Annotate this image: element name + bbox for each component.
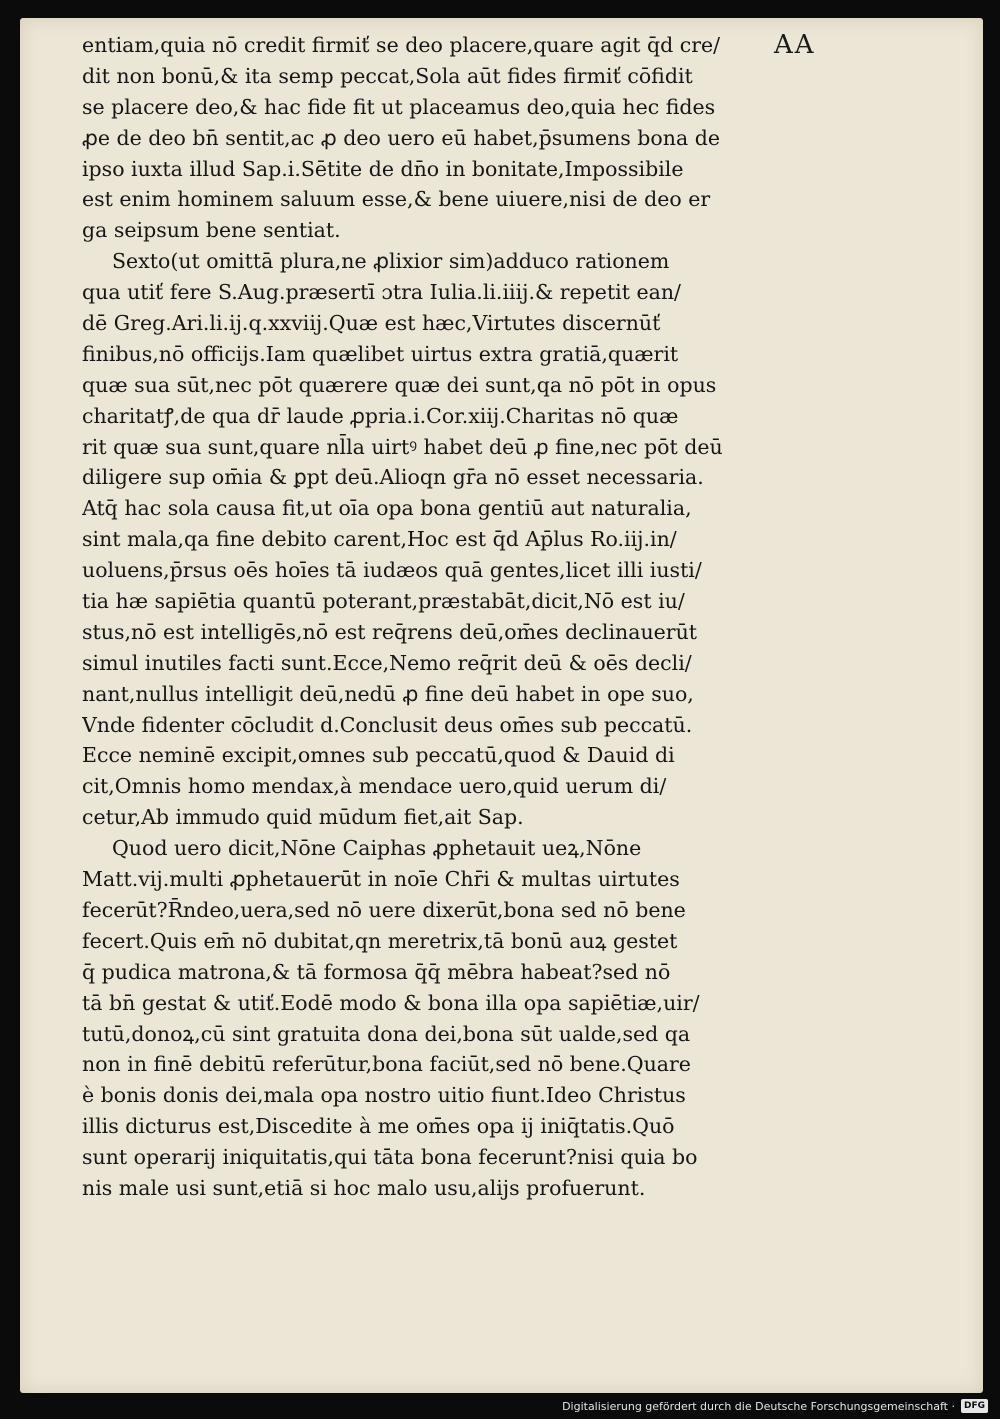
text-line: se placere deo,& hac fide fit ut placeamus deo,quia hec fides [82,94,716,119]
text-line: Vnde fidenter cōcludit d.Conclusit deus om̄es sub peccatū. [82,712,693,737]
folio-mark: AA [774,30,816,60]
text-line: Matt.vij.multi ꝓphetauerūt in noīe Chr̄i & multas uirtutes [82,867,680,892]
book-page [20,18,983,1393]
text-line: nis male usi sunt,etiā si hoc malo usu,alijs profuerunt. [82,1175,646,1200]
text-line: simul inutiles facti sunt.Ecce,Nemo req̄rit deū & oēs decli/ [82,650,692,675]
text-line: ipso iuxta illud Sap.i.Sētite de dn̄o in bonitate,Impossibile [82,156,684,181]
text-line: Atq̄ hac sola causa fit,ut oīa opa bona gentiū aut naturalia, [82,496,692,521]
text-line: tā bn̄ gestat & utiť.Eodē modo & bona illa opa sapiētiæ,uir/ [82,990,700,1015]
text-line: illis dicturus est,Discedite à me om̄es opa ij iniq̄tatis.Quō [82,1114,675,1139]
text-line: q̄ pudica matrona,& tā formosa q̄q̄ mēbra habeat?sed nō [82,959,671,984]
text-line: finibus,nō officijs.Iam quælibet uirtus extra gratiā,quærit [82,341,679,366]
text-line: Ecce neminē excipit,omnes sub peccatū,quod & Dauid di [82,743,675,768]
text-line: nant,nullus intelligit deū,nedū ꝓ fine deū habet in ope suo, [82,681,694,706]
text-line: dē Greg.Ari.li.ij.q.xxviij.Quæ est hæc,Virtutes discernūť [82,311,661,336]
text-line: fecerūt?R̄ndeo,uera,sed nō uere dixerūt,bona sed nō bene [82,897,686,922]
text-line: Quod uero dicit,Nōne Caiphas ꝓphetauit ueꝝ,Nōne [112,836,642,861]
text-line: ꝓe de deo bn̄ sentit,ac ꝓ deo uero eū habet,p̄sumens bona de [82,125,720,150]
text-line: tia hæ sapiētia quantū poterant,præstabāt,dicit,Nō est iu/ [82,589,685,614]
text-line: non in finē debitū referūtur,bona faciūt,sed nō bene.Quare [82,1052,691,1077]
text-line: cit,Omnis homo mendax,à mendace uero,quid uerum di/ [82,774,667,799]
text-line: ga seipsum bene sentiat. [82,218,341,243]
text-line: qua utiť fere S.Aug.præsertī ɔtra Iulia.li.iiij.& repetit ean/ [82,280,681,305]
text-line: Sexto(ut omittā plura,ne ꝓlixior sim)adduco rationem [112,249,670,274]
dfg-logo-icon: DFG [961,1399,988,1413]
text-line: est enim hominem saluum esse,& bene uiuere,nisi de deo er [82,187,711,212]
text-line: entiam,quia nō credit firmiť se deo placere,quare agit q̄d cre/ [82,33,721,57]
text-line: sint mala,qa fine debito carent,Hoc est q̄d Ap̄lus Ro.iij.in/ [82,527,677,552]
text-line: stus,nō est intelligēs,nō est req̄rens deū,om̄es declinauerūt [82,619,698,644]
funding-credit: Digitalisierung gefördert durch die Deutsche Forschungsgemeinschaft · [562,1399,955,1413]
text-line: rit quæ sua sunt,quare nl̄la uirtꝰ habet deū ꝓ fine,nec pōt deū [82,434,723,459]
text-line: dit non bonū,& ita semp peccat,Sola aūt fides firmiť cōfidit [82,63,693,88]
text-line: quæ sua sūt,nec pōt quærere quæ dei sunt,qa nō pōt in opus [82,372,717,397]
footer [562,1396,988,1416]
text-line: è bonis donis dei,mala opa nostro uitio fiunt.Ideo Christus [82,1083,686,1108]
text-line: charitatꝭ,de qua dr̄ laude ꝓpria.i.Cor.xiij.Charitas nō quæ [82,403,679,428]
text-line: sunt operarij iniquitatis,qui tāta bona fecerunt?nisi quia bo [82,1145,698,1170]
text-line: uoluens,p̄rsus oēs hoīes tā iudæos quā gentes,licet illi iusti/ [82,558,702,583]
text-line: fecert.Quis em̄ nō dubitat,qn meretrix,tā bonū auꝝ gestet [82,928,678,953]
text-line: tutū,donoꝝ,cū sint gratuita dona dei,bona sūt ualde,sed qa [82,1021,691,1046]
text-block [82,30,782,1204]
text-line: cetur,Ab immudo quid mūdum fiet,ait Sap. [82,805,524,830]
text-line: diligere sup om̄ia & ꝑpt deū.Alioqn gr̄a nō esset necessaria. [82,465,704,490]
